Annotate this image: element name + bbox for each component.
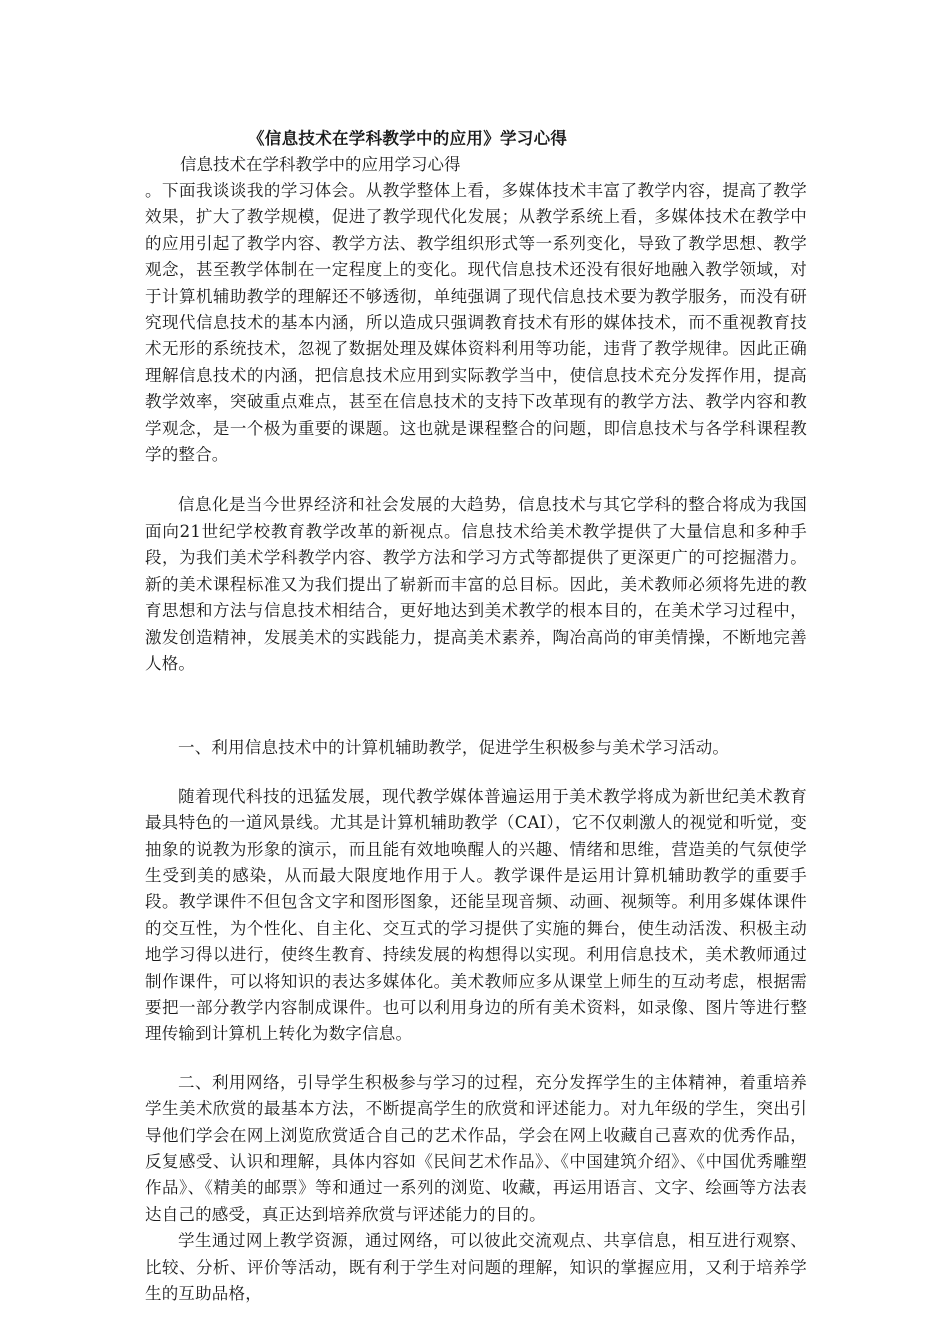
paragraph-resources: 学生通过网上教学资源，通过网络，可以彼此交流观点、共享信息，相互进行观察、比较、分析、评价等活动，既有利于学生对问题的理解，知识的掌握应用，又利于培养学生的互助品格， [145, 1231, 807, 1304]
paragraph-network: 二、利用网络，引导学生积极参与学习的过程，充分发挥学生的主体精神，着重培养学生美术欣赏的最基本方法，不断提高学生的欣赏和评述能力。对九年级的学生，突出引导他们学会在网上浏览欣赏适合自己的艺术作品，学会在网上收藏自己喜欢的优秀作品，反复感受、认识和理解，具体内容如《民间艺术作品》、《中国建筑介绍》、《中国优秀雕塑作品》、《精美的邮票》等和通过一系列的浏览、收藏，再运用语言、文字、绘画等方法表达自己的感受，真正达到培养欣赏与评述能力的目的。 [145, 1072, 807, 1224]
section-heading-one: 一、利用信息技术中的计算机辅助教学，促进学生积极参与美术学习活动。 [178, 738, 730, 758]
document-subtitle: 信息技术在学科教学中的应用学习心得 [180, 155, 461, 174]
document-page [145, 126, 807, 1307]
document-title: 《信息技术在学科教学中的应用》学习心得 [248, 129, 568, 148]
paragraph-informatization: 信息化是当今世界经济和社会发展的大趋势，信息技术与其它学科的整合将成为我国面向21世纪学校教育教学改革的新视点。信息技术给美术教学提供了大量信息和多种手段，为我们美术学科教学内容、教学方法和学习方式等都提供了更深更广的可挖掘潜力。新的美术课程标准又为我们提出了崭新而丰富的总目标。因此，美术教师必须将先进的教育思想和方法与信息技术相结合，更好地达到美术教学的根本目的，在美术学习过程中，激发创造精神，发展美术的实践能力，提高美术素养，陶冶高尚的审美情操，不断地完善人格。 [145, 495, 807, 673]
paragraph-cai: 随着现代科技的迅猛发展，现代教学媒体普遍运用于美术教学将成为新世纪美术教育最具特色的一道风景线。尤其是计算机辅助教学（CAI），它不仅刺激人的视觉和听觉，变抽象的说教为形象的演示，而且能有效地唤醒人的兴趣、情绪和思维，营造美的气氛使学生受到美的感染，从而最大限度地作用于人。教学课件是运用计算机辅助教学的重要手段。教学课件不但包含文字和图形图象，还能呈现音频、动画、视频等。利用多媒体课件的交互性，为个性化、自主化、交互式的学习提供了实施的舞台，使生动活泼、积极主动地学习得以进行，使终生教育、持续发展的构想得以实现。利用信息技术，美术教师通过制作课件，可以将知识的表达多媒体化。美术教师应多从课堂上师生的互动考虑，根据需要把一部分教学内容制成课件。也可以利用身边的所有美术资料，如录像、图片等进行整理传输到计算机上转化为数字信息。 [145, 786, 807, 1044]
paragraph-intro: 。下面我谈谈我的学习体会。从教学整体上看，多媒体技术丰富了教学内容，提高了教学效果，扩大了教学规模，促进了教学现代化发展；从教学系统上看，多媒体技术在教学中的应用引起了教学内容、教学方法、教学组织形式等一系列变化，导致了教学思想、教学观念，甚至教学体制在一定程度上的变化。现代信息技术还没有很好地融入教学领域，对于计算机辅助教学的理解还不够透彻，单纯强调了现代信息技术要为教学服务，而没有研究现代信息技术的基本内涵，所以造成只强调教育技术有形的媒体技术，而不重视教育技术无形的系统技术，忽视了数据处理及媒体资料利用等功能，违背了教学规律。因此正确理解信息技术的内涵，把信息技术应用到实际教学当中，使信息技术充分发挥作用，提高教学效率，突破重点难点，甚至在信息技术的支持下改革现有的教学方法、教学内容和教学观念，是一个极为重要的课题。这也就是课程整合的问题，即信息技术与各学科课程教学的整合。 [145, 181, 807, 465]
